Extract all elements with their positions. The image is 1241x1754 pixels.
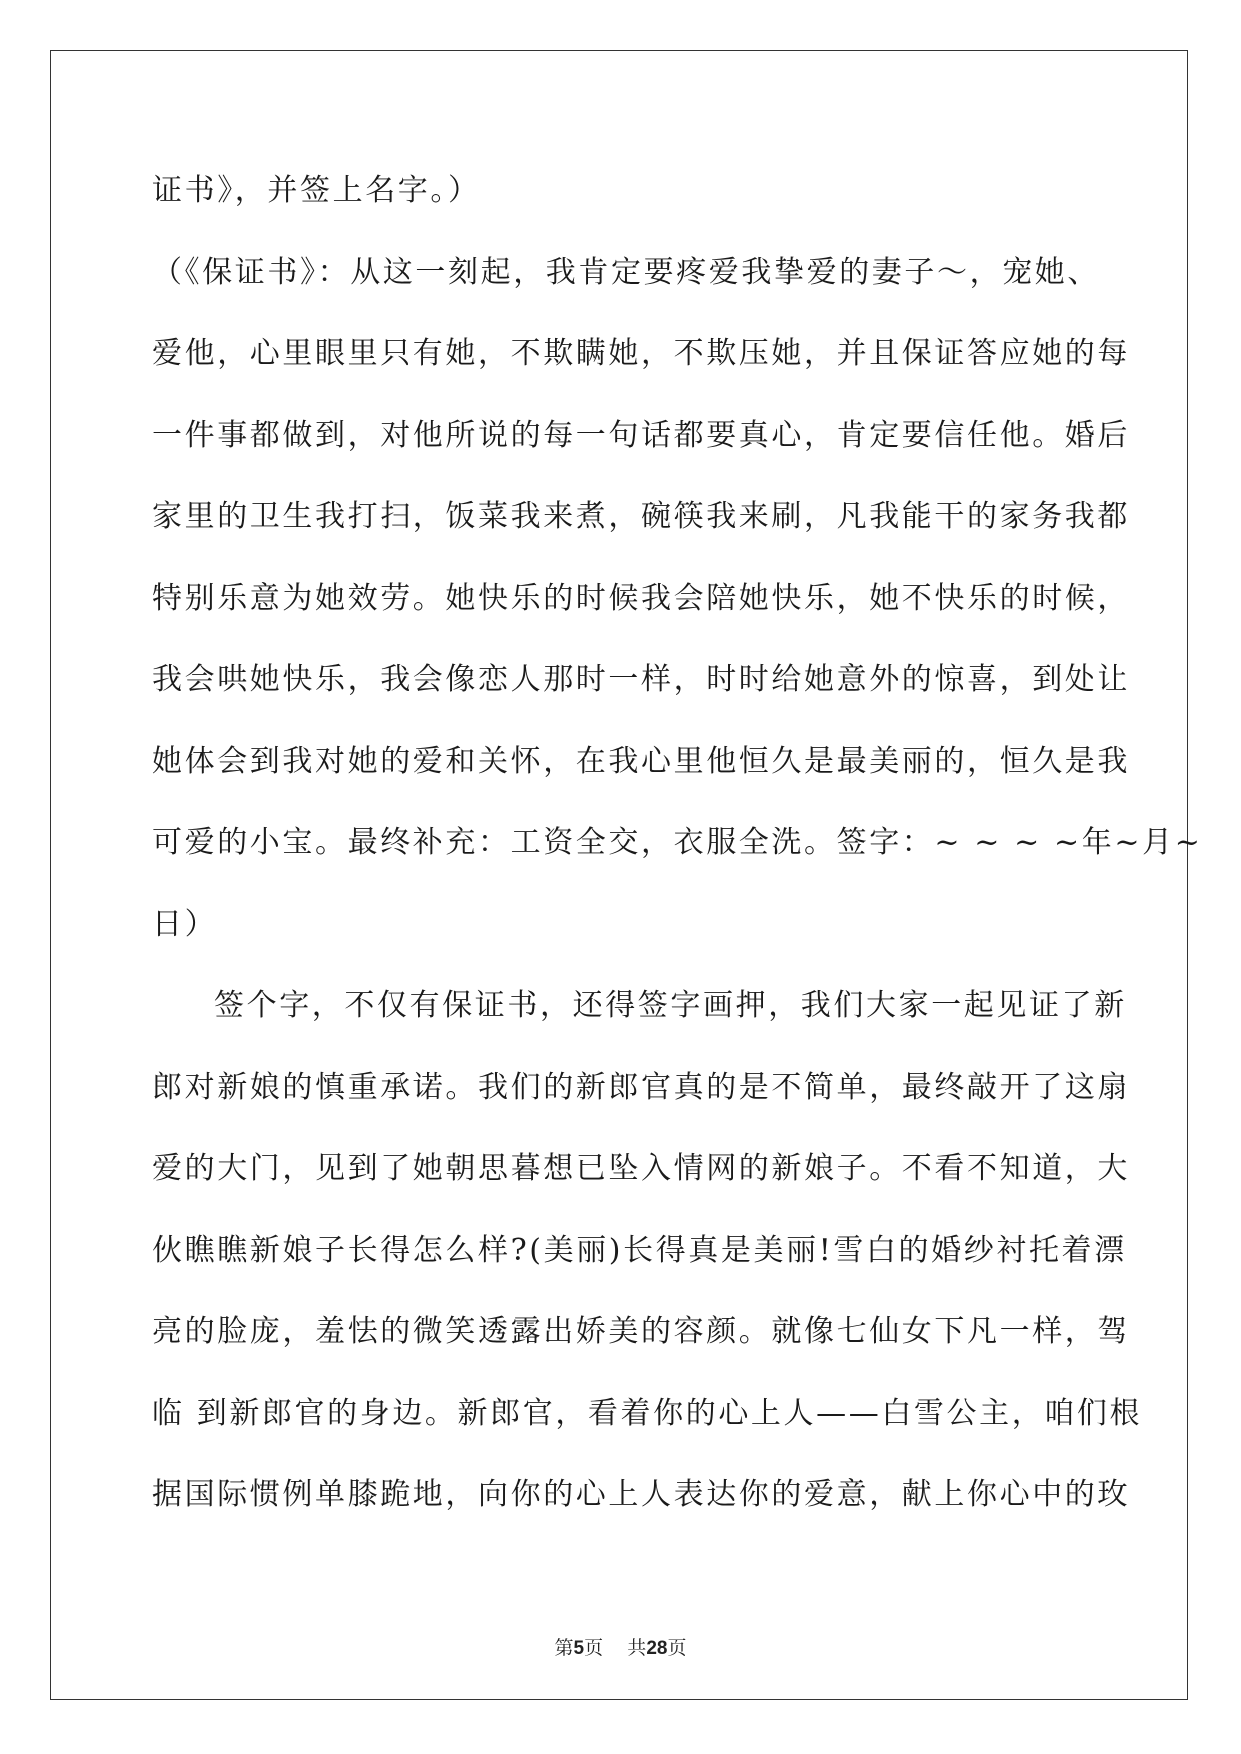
text-line-4: 一件事都做到，对他所说的每一句话都要真心，肯定要信任他。婚后 [152,418,1130,453]
text-line-1: 证书》，并签上名字。） [152,173,481,208]
text-line-16: 临 到新郎官的身边。新郎官，看着你的心上人——白雪公主，咱们根 [152,1396,1143,1431]
footer-prefix: 第 [554,1637,574,1659]
text-line-8: 她体会到我对她的爱和关怀，在我心里他恒久是最美丽的，恒久是我 [152,744,1130,779]
text-line-14: 伙瞧瞧新娘子长得怎么样?(美丽)长得真是美丽!雪白的婚纱衬托着漂 [152,1233,1127,1268]
text-line-6: 特别乐意为她效劳。她快乐的时候我会陪她快乐，她不快乐的时候， [152,581,1130,616]
text-line-15: 亮的脸庞，羞怯的微笑透露出娇美的容颜。就像七仙女下凡一样，驾 [152,1314,1130,1349]
text-line-11: 签个字，不仅有保证书，还得签字画押，我们大家一起见证了新 [214,988,1127,1023]
footer-total-suffix: 页 [667,1637,687,1659]
text-line-17: 据国际惯例单膝跪地，向你的心上人表达你的爱意，献上你心中的玫 [152,1477,1130,1512]
footer-total-prefix: 共 [627,1637,647,1659]
total-page-number: 28 [646,1638,668,1659]
text-line-12: 郎对新娘的慎重承诺。我们的新郎官真的是不简单，最终敲开了这扇 [152,1070,1130,1105]
page-border [50,50,1188,1700]
text-line-5: 家里的卫生我打扫，饭菜我来煮，碗筷我来刷，凡我能干的家务我都 [152,499,1130,534]
current-page-number: 5 [573,1638,585,1659]
text-line-7: 我会哄她快乐，我会像恋人那时一样，时时给她意外的惊喜，到处让 [152,662,1130,697]
text-line-9: 可爱的小宝。最终补充：工资全交，衣服全洗。签字：~ ~ ~ ~年~月~ [152,825,1203,860]
footer-page-suffix: 页 [584,1637,604,1659]
page-footer [0,1636,1241,1661]
text-line-10: 日） [152,907,218,942]
text-line-13: 爱的大门，见到了她朝思暮想已坠入情网的新娘子。不看不知道，大 [152,1151,1130,1186]
text-line-2: （《保证书》：从这一刻起，我肯定要疼爱我挚爱的妻子～，宠她、 [152,255,1100,290]
text-line-3: 爱他，心里眼里只有她，不欺瞒她，不欺压她，并且保证答应她的每 [152,336,1130,371]
